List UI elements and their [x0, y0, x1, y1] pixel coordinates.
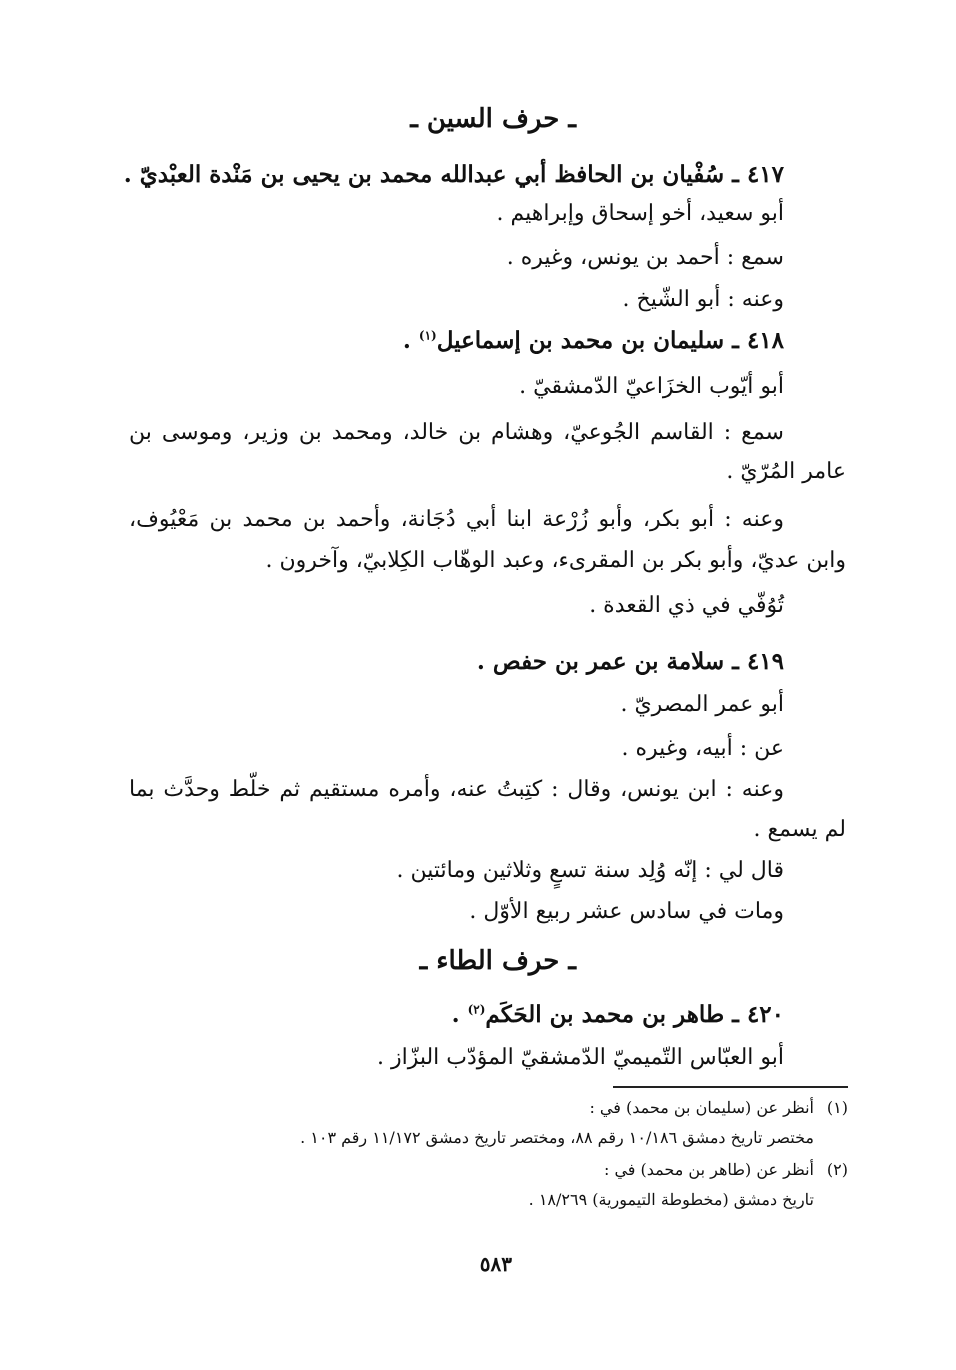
entry-418-title [403, 326, 784, 356]
entry-418-death: تُوُفّي في ذي القعدة . [589, 593, 784, 618]
entry-420-title-text: ٤٢٠ ـ طاهر بن محمد بن الحَكَم [485, 1001, 784, 1028]
entry-417-narrators: وعنه : أبو الشّيخ . [622, 287, 784, 312]
entry-418-narrators: وعنه : أبو بكر، وأبو زُرْعة ابنا أبي دُجَانة، وأحمد بن محمد بن مَعْيُوف، [129, 507, 784, 532]
footnote-marker-2[interactable]: (٢) [467, 1002, 486, 1017]
entry-418-narrators-cont: وابن عديّ، وأبو بكر بن المقرىء، وعبد الوهّاب الكِلابيّ، وآخرون . [265, 548, 846, 573]
entry-419-death: ومات في سادس عشر ربيع الأوّل . [469, 899, 784, 924]
footnote-marker-1[interactable]: (١) [418, 328, 437, 343]
footnote-1-intro: أنظر عن (سليمان بن محمد) في : [589, 1098, 814, 1117]
entry-417-heard: سمع : أحمد بن يونس، وغيره . [506, 245, 784, 270]
entry-419-birth: قال لي : إنّه وُلِد سنة تسعٍ وثلاثين ومائتين . [396, 858, 784, 883]
entry-420-title-end: . [451, 1001, 468, 1028]
entry-419-title: ٤١٩ ـ سلامة بن عمر بن حفص . [476, 648, 784, 675]
entry-417-kunya: أبو سعيد، أخو إسحاق وإبراهيم . [496, 201, 784, 226]
footnote-2-source: تاريخ دمشق (مخطوطة التيمورية) ١٨/٢٦٩ . [528, 1190, 814, 1209]
footnote-2-number: (٢) [826, 1160, 848, 1179]
entry-419-from: عن : أبيه، وغيره . [621, 736, 784, 761]
entry-418-heard-cont: عامر المُرّيّ . [726, 459, 846, 484]
entry-419-narrators-cont: لم يسمع . [753, 817, 846, 842]
entry-419-narrators: وعنه : ابن يونس، وقال : كتِبتُ عنه، وأمره مستقيم ثم خلّط وحدَّث بما [129, 777, 784, 802]
entry-418-title-text: ٤١٨ ـ سليمان بن محمد بن إسماعيل [436, 327, 784, 354]
footnote-1-number: (١) [826, 1098, 848, 1117]
entry-418-title-end: . [402, 327, 419, 354]
entry-418-heard: سمع : القاسم الجُوعيّ، وهشام بن خالد، ومحمد بن وزير، وموسى بن [129, 420, 784, 445]
footnote-1-source: مختصر تاريخ دمشق ١٠/١٨٦ رقم ٨٨، ومختصر تاريخ دمشق ١١/١٧٢ رقم ١٠٣ . [300, 1128, 814, 1147]
section-heading-sin: ـ حرف السين ـ [410, 104, 576, 134]
entry-420-title [452, 1000, 784, 1030]
section-heading-ta: ـ حرف الطاء ـ [419, 946, 576, 976]
entry-420-kunya: أبو العبّاس التّميميّ الدّمشقيّ المؤدّب البزّاز . [376, 1045, 784, 1070]
footnote-2-intro: أنظر عن (طاهر بن محمد) في : [603, 1160, 814, 1179]
entry-417-title: ٤١٧ ـ سُفْيان بن الحافظ أبي عبدالله محمد بن يحيى بن مَنْدة العبْديّ . [123, 161, 784, 188]
footnote-separator [613, 1086, 848, 1088]
entry-418-kunya: أبو أيّوب الخزَاعيّ الدّمشقيّ . [519, 374, 784, 399]
entry-419-kunya: أبو عمر المصريّ . [620, 692, 784, 717]
page-number: ٥٨٣ [479, 1252, 512, 1276]
